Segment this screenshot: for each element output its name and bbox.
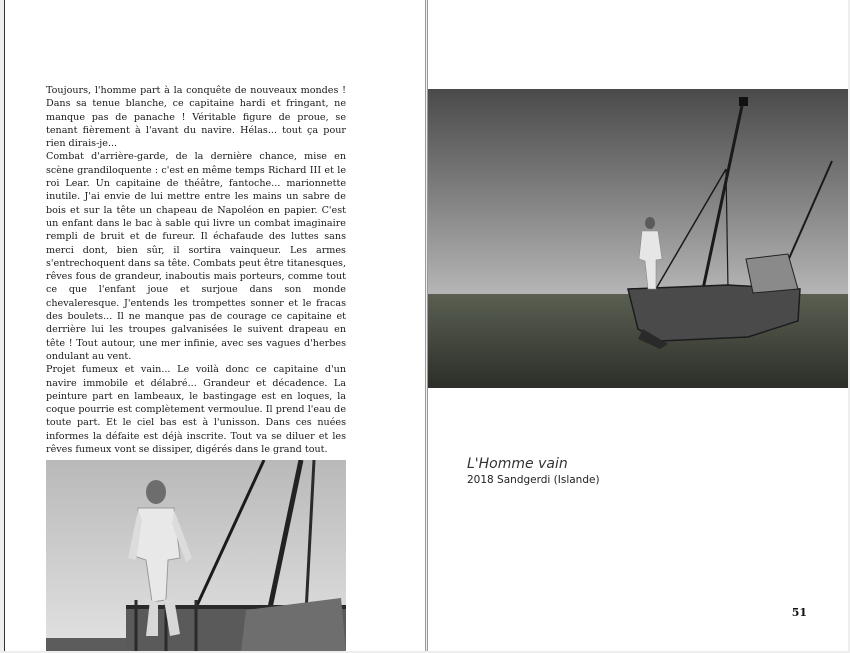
photo-captain-closeup [46,460,346,651]
photo-caption [467,456,600,487]
photo-shipwreck-image [428,89,848,388]
paragraph-3: Projet fumeux et vain... Le voilà donc ce capitaine d'un navire immobile et délabré... Grandeur et décadence. La peinture part en lambeaux, le bastingage est en loques, la coque pourrie est complètement vermoulue. Il prend l'eau de toute part. Et le ciel bas est à l'unisson. Dans ces nuées informes la défaite est déjà inscrite. Tout va se diluer et les rêves fumeux vont se dissiper, digérés dans le grand tout. [46,364,346,456]
paragraph-2: Combat d'arrière-garde, de la dernière chance, mise en scène grandiloquente : c'est en même temps Richard III et le roi Lear. Un capitaine de théâtre, fantoche... marionnette inutile. J'ai envie de lui mettre entre les mains un sabre de bois et sur la tête un chapeau de Napoléon en papier. C'est un enfant dans le bac à sable qui livre un combat imaginaire rempli de bruit et de fureur. Il échafaude des luttes sans merci dont, bien sûr, il sortira vainqueur. Les armes s'entrechoquent dans sa tête. Combats peut être titanesques, rêves fous de grandeur, inaboutis mais porteurs, comme tout ce que l'enfant joue et surjoue dans son monde chevaleresque. J'entends les trompettes sonner et le fracas des boulets... Il ne manque pas de courage ce capitaine et derrière lui les troupes galvanisées le suivent drapeau en tête ! Tout autour, une mer infinie, avec ses vagues d'herbes ondulant au vent. [46,151,346,362]
photo-captain-closeup-image [46,460,346,651]
page-number: 51 [791,606,807,619]
photo-shipwreck [428,89,848,388]
caption-title: L'Homme vain [467,456,568,472]
paragraph-1: Toujours, l'homme part à la conquête de nouveaux mondes ! Dans sa tenue blanche, ce capitaine hardi et fringant, ne manque pas de panache ! Véritable figure de proue, se tenant fièrement à l'avant du navire. Hélas... tout ça pour rien dirais-je... [46,85,346,150]
caption-subtitle: 2018 Sandgerdi (Islande) [467,474,600,486]
body-text [46,84,346,456]
left-page [4,0,426,651]
right-page [427,0,848,651]
